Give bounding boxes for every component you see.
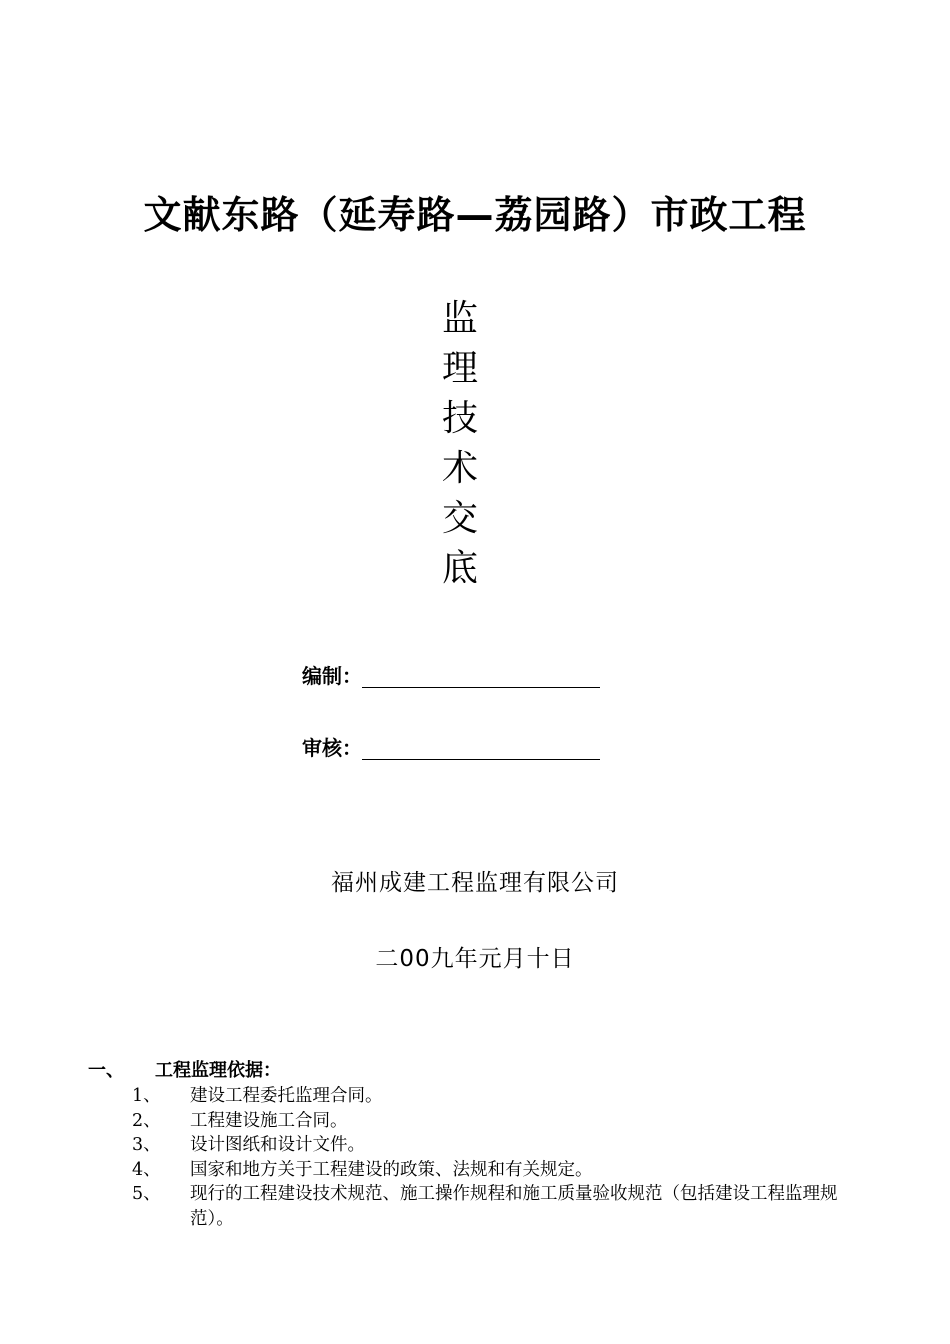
prepared-by-row [302, 661, 600, 691]
list-item-number: 2、 [132, 1110, 161, 1131]
list-item [132, 1182, 842, 1231]
prepared-by-label: 编制： [302, 664, 362, 688]
list-item [132, 1133, 842, 1158]
subtitle-char: 交 [441, 498, 478, 539]
vertical-subtitle [425, 294, 495, 594]
reviewed-by-signature-line [362, 737, 600, 760]
list-item-number: 1、 [132, 1086, 161, 1106]
section-title: 工程监理依据： [155, 1060, 281, 1081]
subtitle-char: 监 [441, 298, 478, 339]
prepared-by-signature-line [362, 665, 600, 688]
company-name: 福州成建工程监理有限公司 [331, 870, 619, 896]
list-item-number: 3、 [132, 1135, 161, 1155]
basis-list [132, 1084, 842, 1231]
subtitle-char: 技 [441, 398, 478, 439]
section-heading [88, 1058, 281, 1084]
list-item [132, 1109, 842, 1134]
list-item-text: 建设工程委托监理合同。 [190, 1086, 383, 1106]
list-item-number: 5、 [132, 1184, 161, 1204]
section-number: 一、 [88, 1060, 124, 1081]
subtitle-char: 理 [441, 348, 478, 389]
document-title: 文献东路（延寿路—荔园路）市政工程 [143, 193, 807, 237]
list-item [132, 1084, 842, 1109]
reviewed-by-row [302, 733, 600, 763]
list-item-text: 工程建设施工合同。 [190, 1110, 348, 1131]
subtitle-char: 术 [441, 448, 478, 489]
reviewed-by-label: 审核： [302, 736, 362, 760]
list-item-text: 国家和地方关于工程建设的政策、法规和有关规定。 [190, 1159, 593, 1180]
subtitle-char: 底 [441, 548, 478, 589]
document-date: 二00九年元月十日 [375, 946, 575, 972]
list-item-number: 4、 [132, 1159, 161, 1180]
list-item [132, 1158, 842, 1183]
list-item-text: 现行的工程建设技术规范、施工操作规程和施工质量验收规范（包括建设工程监理规范）。 [190, 1184, 838, 1229]
list-item-text: 设计图纸和设计文件。 [190, 1135, 365, 1155]
